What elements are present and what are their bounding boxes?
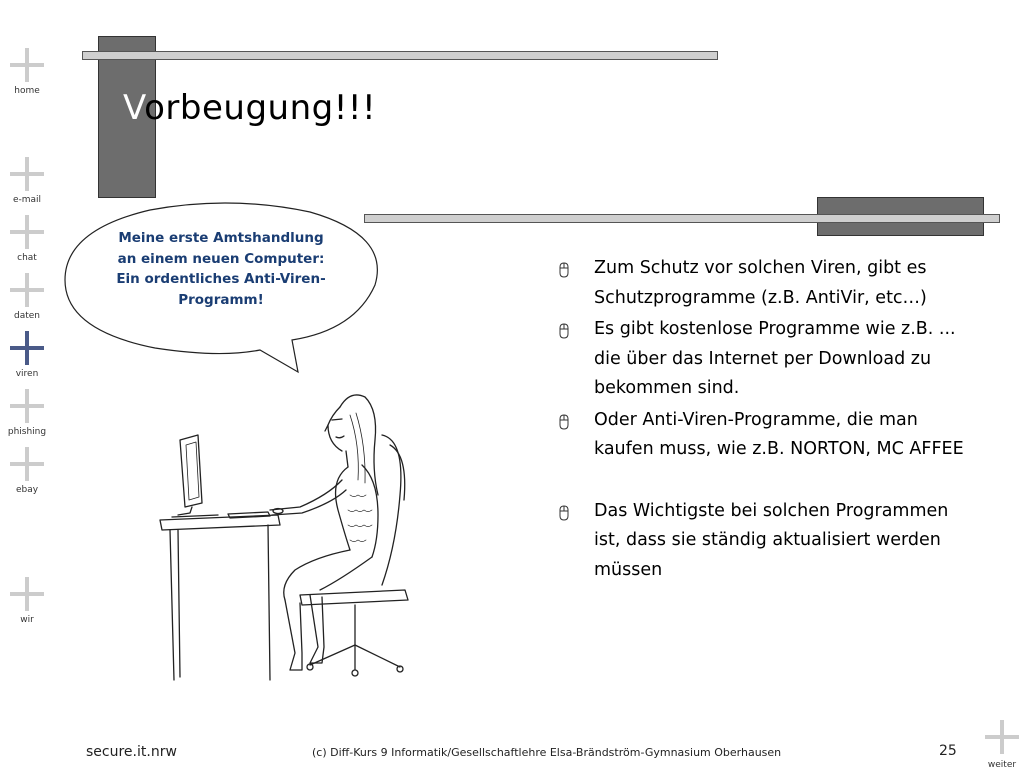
bullet-text: Zum Schutz vor solchen Viren, gibt es Schutzprogramme (z.B. AntiVir, etc…)	[594, 258, 927, 308]
sidebar-item-label: daten	[14, 311, 40, 321]
plus-icon	[982, 718, 1022, 756]
list-item	[555, 254, 975, 313]
content-deco-bar	[364, 214, 1000, 223]
sidebar-item-chat[interactable]	[4, 213, 50, 263]
sidebar-item-e-mail[interactable]	[4, 155, 50, 205]
plus-icon	[7, 575, 47, 613]
sidebar-item-label: chat	[17, 253, 37, 263]
title-rest: orbeugung!!!	[144, 88, 377, 128]
plus-icon	[7, 329, 47, 367]
plus-icon	[7, 445, 47, 483]
footer-site-name: secure.it.nrw	[86, 744, 177, 760]
sidebar-item-viren[interactable]	[4, 329, 50, 379]
sidebar-item-label: phishing	[7, 427, 47, 437]
sidebar-item-label: wir	[20, 615, 34, 625]
list-item	[555, 315, 975, 404]
sidebar-item-ebay[interactable]	[4, 445, 50, 495]
page-title	[123, 88, 376, 128]
sidebar-item-daten[interactable]	[4, 271, 50, 321]
list-item	[555, 406, 975, 465]
bullet-text: Oder Anti-Viren-Programme, die man kaufen muss, wie z.B. NORTON, MC AFFEE	[594, 409, 964, 459]
mouse-pointer-icon	[557, 323, 571, 339]
sidebar-item-home[interactable]	[4, 46, 50, 96]
next-label: weiter	[987, 760, 1017, 770]
title-first-letter: V	[123, 88, 145, 128]
plus-icon	[7, 387, 47, 425]
sidebar-item-phishing[interactable]	[4, 387, 50, 437]
plus-icon	[7, 213, 47, 251]
plus-icon	[7, 271, 47, 309]
bullet-text: Das Wichtigste bei solchen Programmen ist, dass sie ständig aktualisiert werden müssen	[594, 500, 949, 580]
sidebar-item-label: viren	[15, 369, 39, 379]
sidebar-item-label: home	[14, 86, 40, 96]
list-item	[555, 497, 975, 586]
mouse-pointer-icon	[557, 414, 571, 430]
page-number: 25	[939, 743, 957, 759]
sidebar-item-wir[interactable]	[4, 575, 50, 625]
sidebar-item-label: e-mail	[12, 195, 42, 205]
plus-icon	[7, 46, 47, 84]
plus-icon	[7, 155, 47, 193]
bullet-text: Es gibt kostenlose Programme wie z.B. ... die über das Internet per Download zu bekommen sind.	[594, 319, 956, 398]
next-button[interactable]	[980, 718, 1024, 770]
speech-bubble-text: Meine erste Amtshandlung an einem neuen Computer: Ein ordentliches Anti-Viren-Programm!	[116, 230, 326, 308]
bullet-list	[555, 254, 975, 587]
footer-copyright: (c) Diff-Kurs 9 Informatik/Gesellschaftlehre Elsa-Brändström-Gymnasium Oberhausen	[312, 746, 782, 759]
sidebar-item-label: ebay	[15, 485, 39, 495]
title-deco-bar	[82, 51, 718, 60]
girl-at-computer-illustration	[150, 385, 420, 685]
mouse-pointer-icon	[557, 262, 571, 278]
mouse-pointer-icon	[557, 505, 571, 521]
